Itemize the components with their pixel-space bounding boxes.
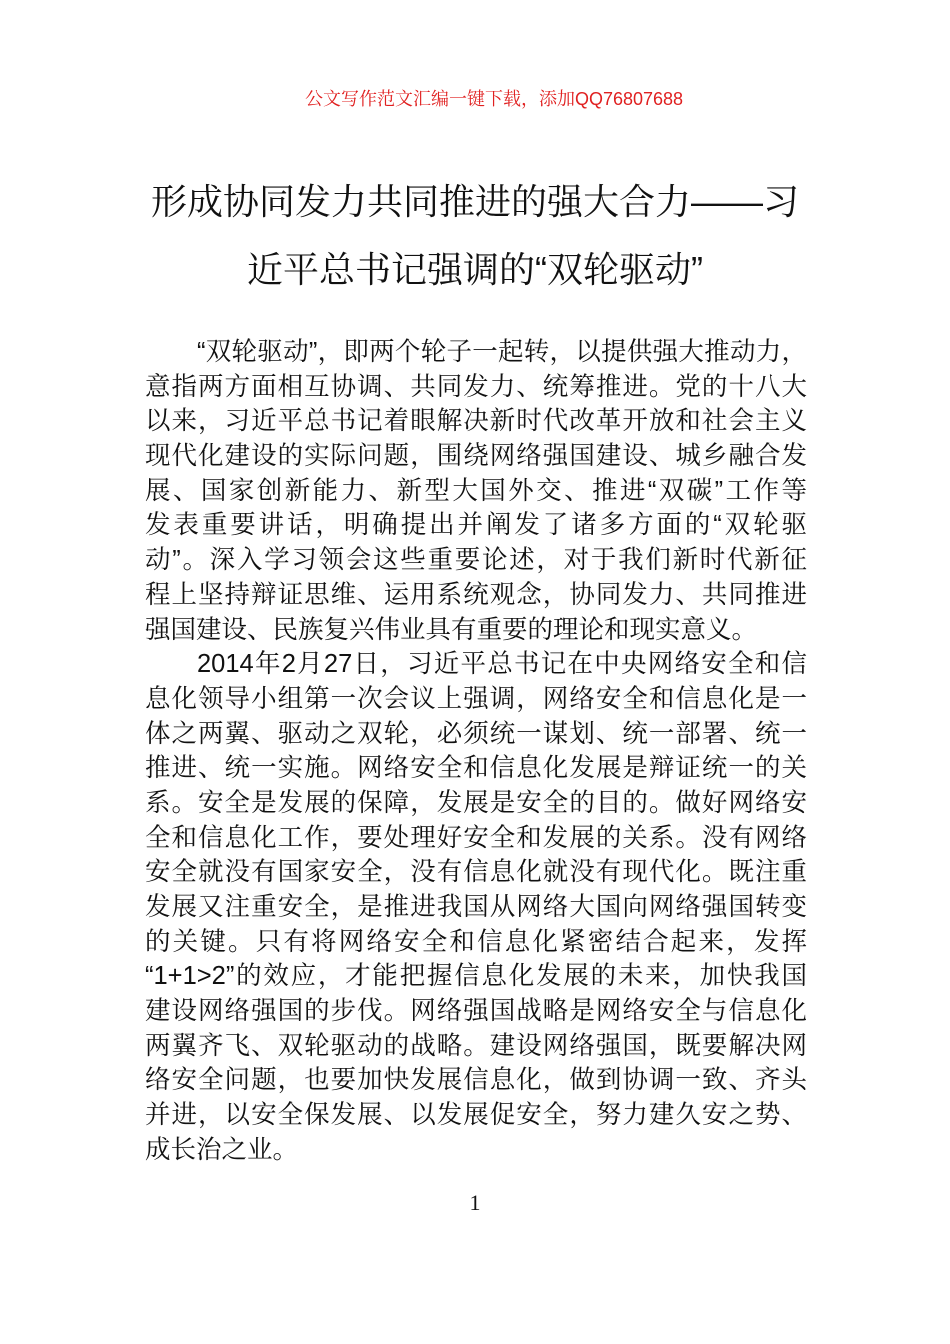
paragraph-line: “双轮驱动”，即两个轮子一起转，以提供强大推动力， <box>197 338 807 366</box>
document-title-line-2: 近平总书记强调的“双轮驱动” <box>247 249 703 290</box>
paragraph-line: 以来，习近平总书记着眼解决新时代改革开放和社会主义 <box>145 407 807 436</box>
paragraph-line: 络安全问题，也要加快发展信息化，做到协调一致、齐头 <box>145 1066 807 1095</box>
paragraph <box>145 647 807 1167</box>
paragraph-line: 意指两方面相互协调、共同发力、统筹推进。党的十八大 <box>145 372 807 401</box>
paragraph-line: 发展又注重安全，是推进我国从网络大国向网络强国转变 <box>145 893 807 921</box>
paragraph-line: 安全就没有国家安全，没有信息化就没有现代化。既注重 <box>145 858 807 887</box>
document-body <box>145 335 807 1168</box>
paragraph-line: 的关键。只有将网络安全和信息化紧密结合起来，发挥 <box>145 927 807 956</box>
paragraph-line: 现代化建设的实际问题，围绕网络强国建设、城乡融合发 <box>145 442 807 471</box>
paragraph-line: 强国建设、民族复兴伟业具有重要的理论和现实意义。 <box>145 615 758 644</box>
paragraph-line: 系。安全是发展的保障，发展是安全的目的。做好网络安 <box>145 788 807 817</box>
header-download-note: 公文写作范文汇编一键下载，添加QQ76807688 <box>304 89 684 109</box>
page-number: 1 <box>469 1190 481 1215</box>
paragraph-line: 全和信息化工作，要处理好安全和发展的关系。没有网络 <box>145 823 807 852</box>
paragraph-line: 程上坚持辩证思维、运用系统观念，协同发力、共同推进 <box>145 580 807 609</box>
paragraph-line: 并进，以安全保发展、以发展促安全，努力建久安之势、 <box>145 1101 807 1130</box>
paragraph-line: 2014年2月27日，习近平总书记在中央网络安全和信 <box>197 650 807 679</box>
paragraph-line: 建设网络强国的步伐。网络强国战略是网络安全与信息化 <box>145 997 807 1026</box>
paragraph-line: “1+1>2”的效应，才能把握信息化发展的未来，加快我国 <box>145 962 807 991</box>
paragraph-line: 动”。深入学习领会这些重要论述，对于我们新时代新征 <box>145 546 807 575</box>
paragraph-line: 体之两翼、驱动之双轮，必须统一谋划、统一部署、统一 <box>145 719 807 748</box>
paragraph-line: 成长治之业。 <box>145 1135 299 1164</box>
paragraph-line: 息化领导小组第一次会议上强调，网络安全和信息化是一 <box>145 684 807 713</box>
paragraph-line: 两翼齐飞、双轮驱动的战略。建设网络强国，既要解决网 <box>145 1031 807 1060</box>
paragraph-line: 发表重要讲话，明确提出并阐发了诸多方面的“双轮驱 <box>145 511 807 540</box>
paragraph-line: 展、国家创新能力、新型大国外交、推进“双碳”工作等 <box>145 476 807 505</box>
paragraph-line: 推进、统一实施。网络安全和信息化发展是辩证统一的关 <box>145 754 807 783</box>
paragraph <box>145 335 807 647</box>
document-title-line-1: 形成协同发力共同推进的强大合力——习 <box>150 181 799 222</box>
